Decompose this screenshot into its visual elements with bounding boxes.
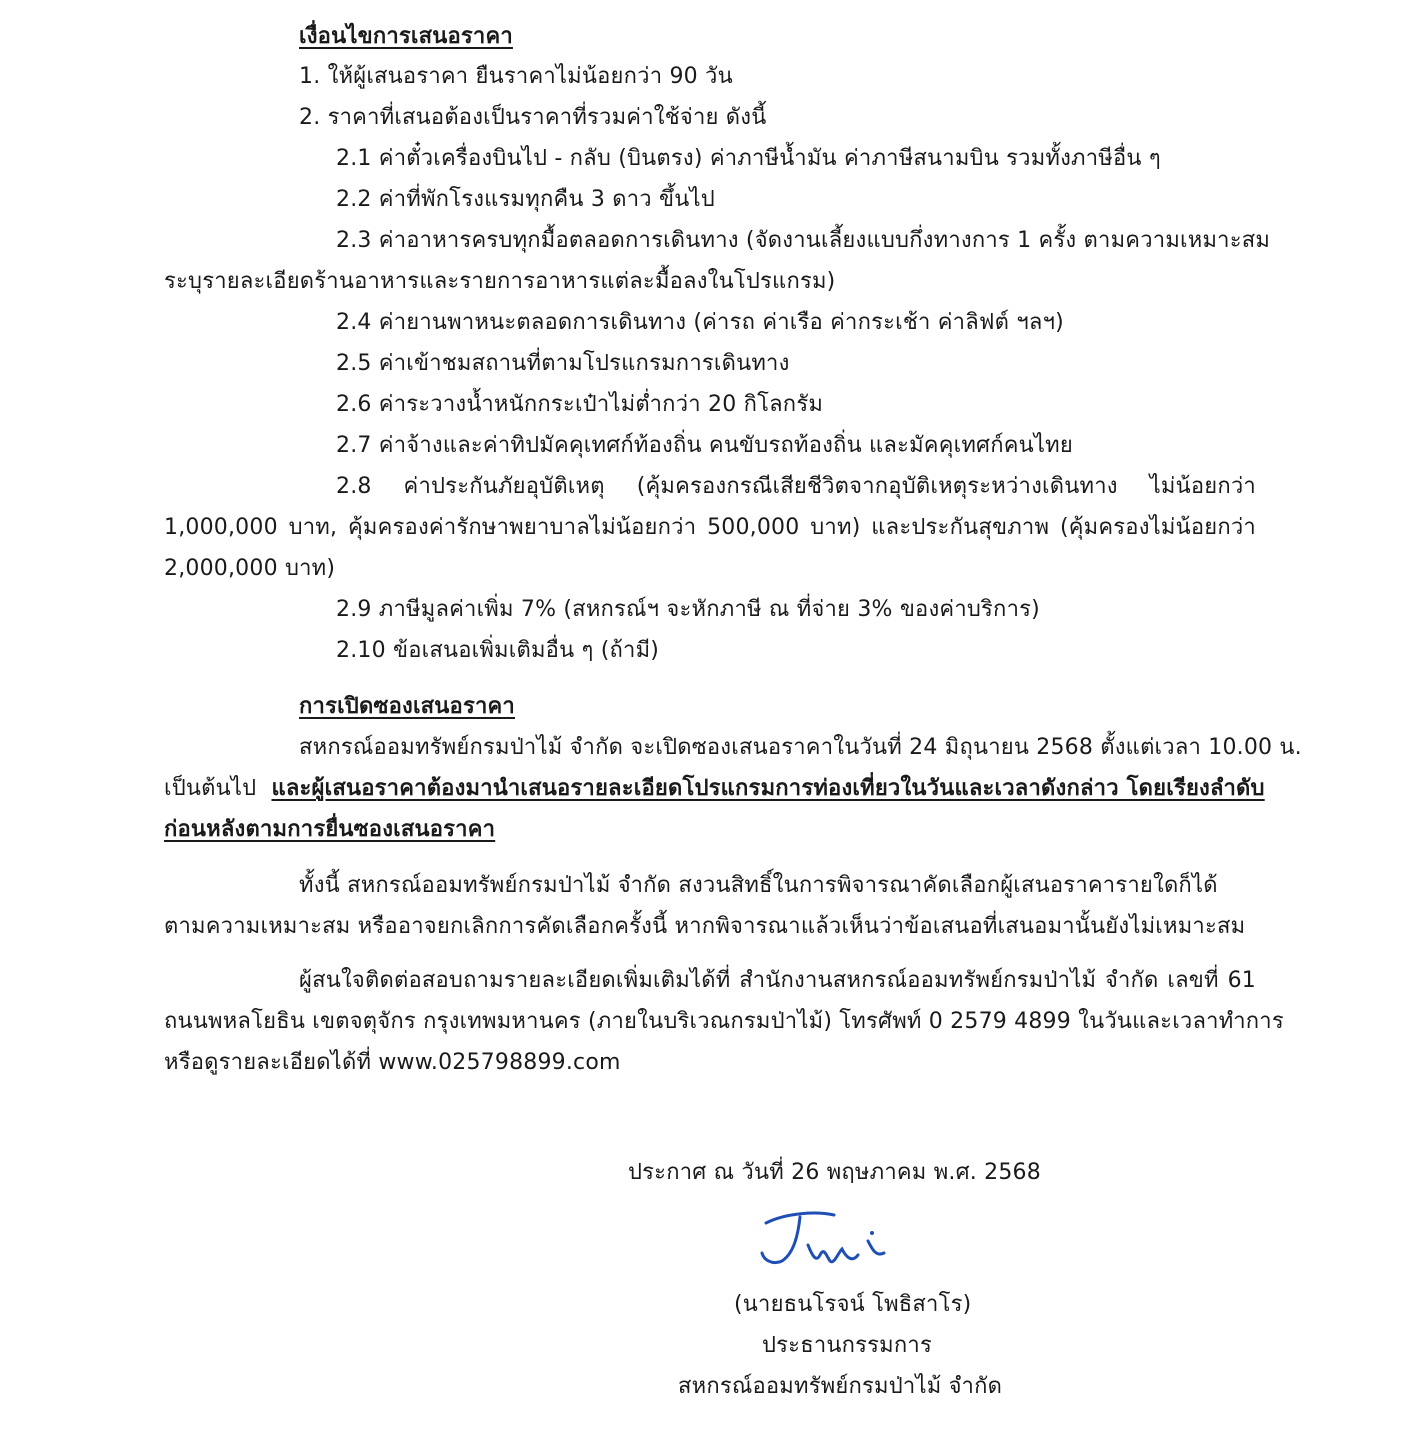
condition-sub-2-4: 2.4 ค่ายานพาหนะตลอดการเดินทาง (ค่ารถ ค่าเรือ ค่ากระเช้า ค่าลิฟต์ ฯลฯ) bbox=[336, 310, 1064, 335]
opening-line-3-emphasis: ก่อนหลังตามการยื่นซองเสนอราคา bbox=[164, 817, 496, 842]
opening-line-2-plain: เป็นต้นไป bbox=[164, 776, 257, 801]
contact-line-1: ผู้สนใจติดต่อสอบถามรายละเอียดเพิ่มเติมได้ที่ สำนักงานสหกรณ์ออมทรัพย์กรมป่าไม้ จำกัด เลขที่ 61 bbox=[299, 968, 1256, 993]
condition-sub-2-7: 2.7 ค่าจ้างและค่าทิปมัคคุเทศก์ท้องถิ่น คนขับรถท้องถิ่น และมัคคุเทศก์คนไทย bbox=[336, 433, 1073, 458]
condition-sub-2-5: 2.5 ค่าเข้าชมสถานที่ตามโปรแกรมการเดินทาง bbox=[336, 351, 790, 376]
condition-item-2: 2. ราคาที่เสนอต้องเป็นราคาที่รวมค่าใช้จ่าย ดังนี้ bbox=[299, 105, 767, 130]
condition-sub-2-2: 2.2 ค่าที่พักโรงแรมทุกคืน 3 ดาว ขึ้นไป bbox=[336, 187, 715, 212]
opening-line-1: สหกรณ์ออมทรัพย์กรมป่าไม้ จำกัด จะเปิดซองเสนอราคาในวันที่ 24 มิถุนายน 2568 ตั้งแต่เวลา 10.00 น. bbox=[299, 735, 1302, 760]
condition-sub-2-10: 2.10 ข้อเสนอเพิ่มเติมอื่น ๆ (ถ้ามี) bbox=[336, 638, 660, 663]
signer-name: (นายธนโรจน์ โพธิสาโร) bbox=[734, 1292, 972, 1317]
condition-sub-2-8-cont2: 2,000,000 บาท) bbox=[164, 556, 336, 581]
contact-line-2: ถนนพหลโยธิน เขตจตุจักร กรุงเทพมหานคร (ภายในบริเวณกรมป่าไม้) โทรศัพท์ 0 2579 4899 ในวันและเวลาทำการ bbox=[164, 1009, 1284, 1034]
condition-sub-2-1: 2.1 ค่าตั๋วเครื่องบินไป - กลับ (บินตรง) ค่าภาษีน้ำมัน ค่าภาษีสนามบิน รวมทั้งภาษีอื่น ๆ bbox=[336, 146, 1161, 171]
signature-image bbox=[756, 1205, 896, 1275]
condition-sub-2-3: 2.3 ค่าอาหารครบทุกมื้อตลอดการเดินทาง (จัดงานเลี้ยงแบบกึ่งทางการ 1 ครั้ง ตามความเหมาะสม bbox=[336, 228, 1271, 253]
condition-sub-2-8-cont: 1,000,000 บาท, คุ้มครองค่ารักษาพยาบาลไม่น้อยกว่า 500,000 บาท) และประกันสุขภาพ (คุ้มครองไม่น้อยกว่า bbox=[164, 515, 1256, 540]
condition-sub-2-9: 2.9 ภาษีมูลค่าเพิ่ม 7% (สหกรณ์ฯ จะหักภาษี ณ ที่จ่าย 3% ของค่าบริการ) bbox=[336, 597, 1040, 622]
condition-sub-2-3-cont: ระบุรายละเอียดร้านอาหารและรายการอาหารแต่ละมื้อลงในโปรแกรม) bbox=[164, 269, 836, 294]
condition-sub-2-6: 2.6 ค่าระวางน้ำหนักกระเป๋าไม่ต่ำกว่า 20 กิโลกรัม bbox=[336, 392, 824, 417]
conditions-heading: เงื่อนไขการเสนอราคา bbox=[299, 24, 513, 49]
opening-heading: การเปิดซองเสนอราคา bbox=[299, 694, 515, 719]
signer-title: ประธานกรรมการ bbox=[762, 1333, 932, 1358]
opening-line-2-emphasis: และผู้เสนอราคาต้องมานำเสนอรายละเอียดโปรแกรมการท่องเที่ยวในวันและเวลาดังกล่าว โดยเรียงลำดับ bbox=[271, 776, 1265, 801]
reserve-line-2: ตามความเหมาะสม หรืออาจยกเลิกการคัดเลือกครั้งนี้ หากพิจารณาแล้วเห็นว่าข้อเสนอที่เสนอมานั้นยังไม่เหมาะสม bbox=[164, 914, 1246, 939]
opening-line-2 bbox=[164, 774, 1265, 804]
condition-sub-2-8: 2.8 ค่าประกันภัยอุบัติเหตุ (คุ้มครองกรณีเสียชีวิตจากอุบัติเหตุระหว่างเดินทาง ไม่น้อยกว่า bbox=[336, 474, 1256, 499]
announcement-date: ประกาศ ณ วันที่ 26 พฤษภาคม พ.ศ. 2568 bbox=[628, 1160, 1041, 1185]
reserve-line-1: ทั้งนี้ สหกรณ์ออมทรัพย์กรมป่าไม้ จำกัด สงวนสิทธิ์ในการพิจารณาคัดเลือกผู้เสนอราคารายใดก็ได้ bbox=[299, 873, 1218, 898]
contact-line-3: หรือดูรายละเอียดได้ที่ www.025798899.com bbox=[164, 1050, 621, 1075]
signer-organization: สหกรณ์ออมทรัพย์กรมป่าไม้ จำกัด bbox=[678, 1374, 1003, 1399]
condition-item-1: 1. ให้ผู้เสนอราคา ยืนราคาไม่น้อยกว่า 90 วัน bbox=[299, 64, 733, 89]
